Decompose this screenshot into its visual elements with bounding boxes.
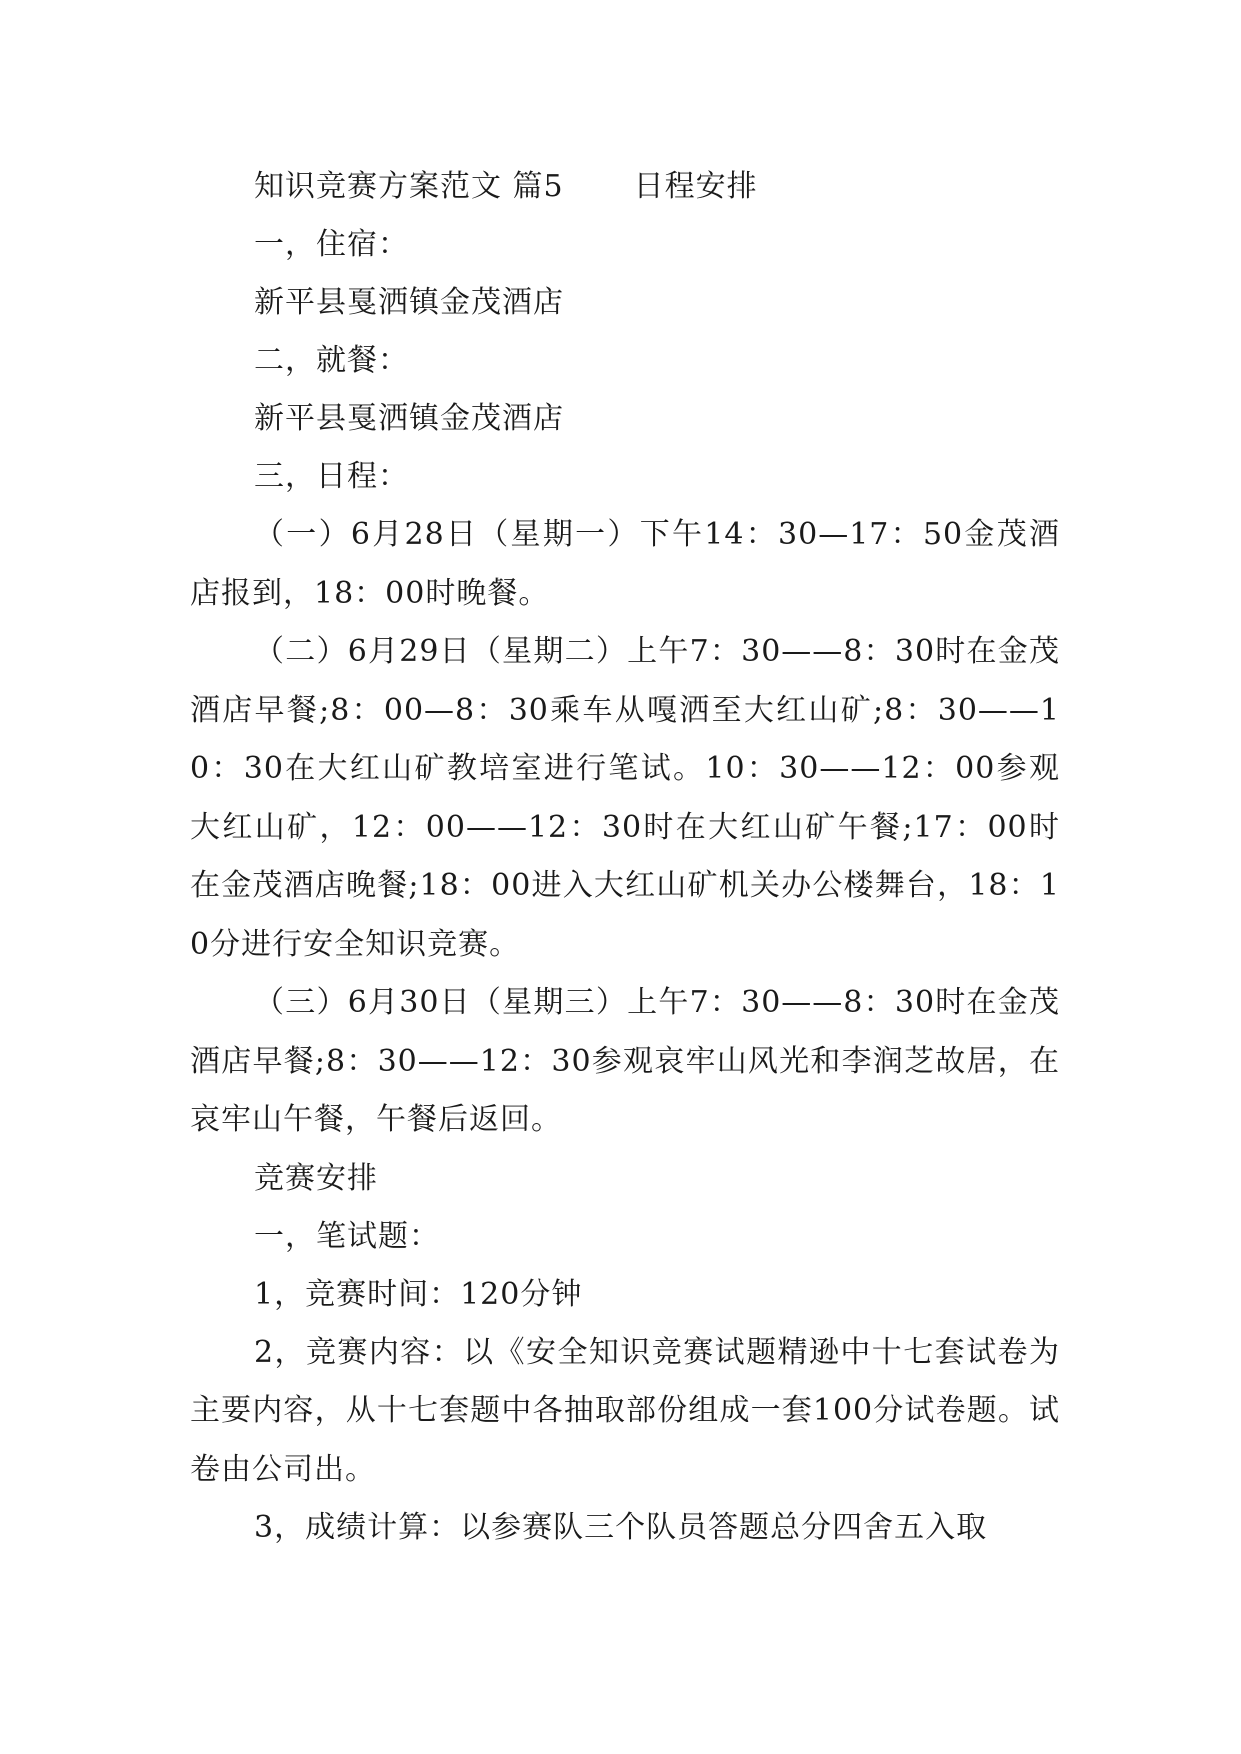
contest-content-item: 2，竞赛内容：以《安全知识竞赛试题精逊中十七套试卷为主要内容，从十七套题中各抽取部份组成一套100分试卷题。试卷由公司出。: [190, 1334, 1060, 1487]
contest-heading: 竞赛安排: [254, 1160, 378, 1196]
document-title: [190, 158, 1060, 216]
schedule-day2-paragraph: （二）6月29日（星期二）上午7：30——8：30时在金茂酒店早餐;8：00—8：30乘车从嘎洒至大红山矿;8：30——10：30在大红山矿教培室进行笔试。10：30——12：00参观大红山矿，12：00——12：30时在大红山矿午餐;17：00时在金茂酒店晚餐;18：00进入大红山矿机关办公楼舞台，18：10分进行安全知识竞赛。: [190, 634, 1060, 962]
title-section: 日程安排: [633, 169, 758, 204]
lodging-heading: 一，住宿：: [254, 227, 409, 262]
title-main: 知识竞赛方案范文 篇5: [254, 169, 564, 204]
document-body: [190, 158, 1060, 1558]
schedule-day3-paragraph: （三）6月30日（星期三）上午7：30——8：30时在金茂酒店早餐;8：30——12：30参观哀牢山风光和李润芝故居，在哀牢山午餐，午餐后返回。: [190, 985, 1060, 1137]
schedule-heading: 三，日程：: [254, 459, 409, 494]
contest-time-item: 1，竞赛时间：120分钟: [254, 1276, 583, 1312]
lodging-place: 新平县戛洒镇金茂酒店: [254, 285, 564, 320]
score-calculation-item: 3，成绩计算：以参赛队三个队员答题总分四舍五入取: [254, 1510, 988, 1545]
written-test-heading: 一，笔试题：: [254, 1218, 440, 1254]
dining-heading: 二，就餐：: [254, 343, 409, 378]
schedule-day1-paragraph: （一）6月28日（星期一）下午14：30—17：50金茂酒店报到，18：00时晚餐。: [190, 517, 1060, 611]
dining-place: 新平县戛洒镇金茂酒店: [254, 401, 564, 436]
